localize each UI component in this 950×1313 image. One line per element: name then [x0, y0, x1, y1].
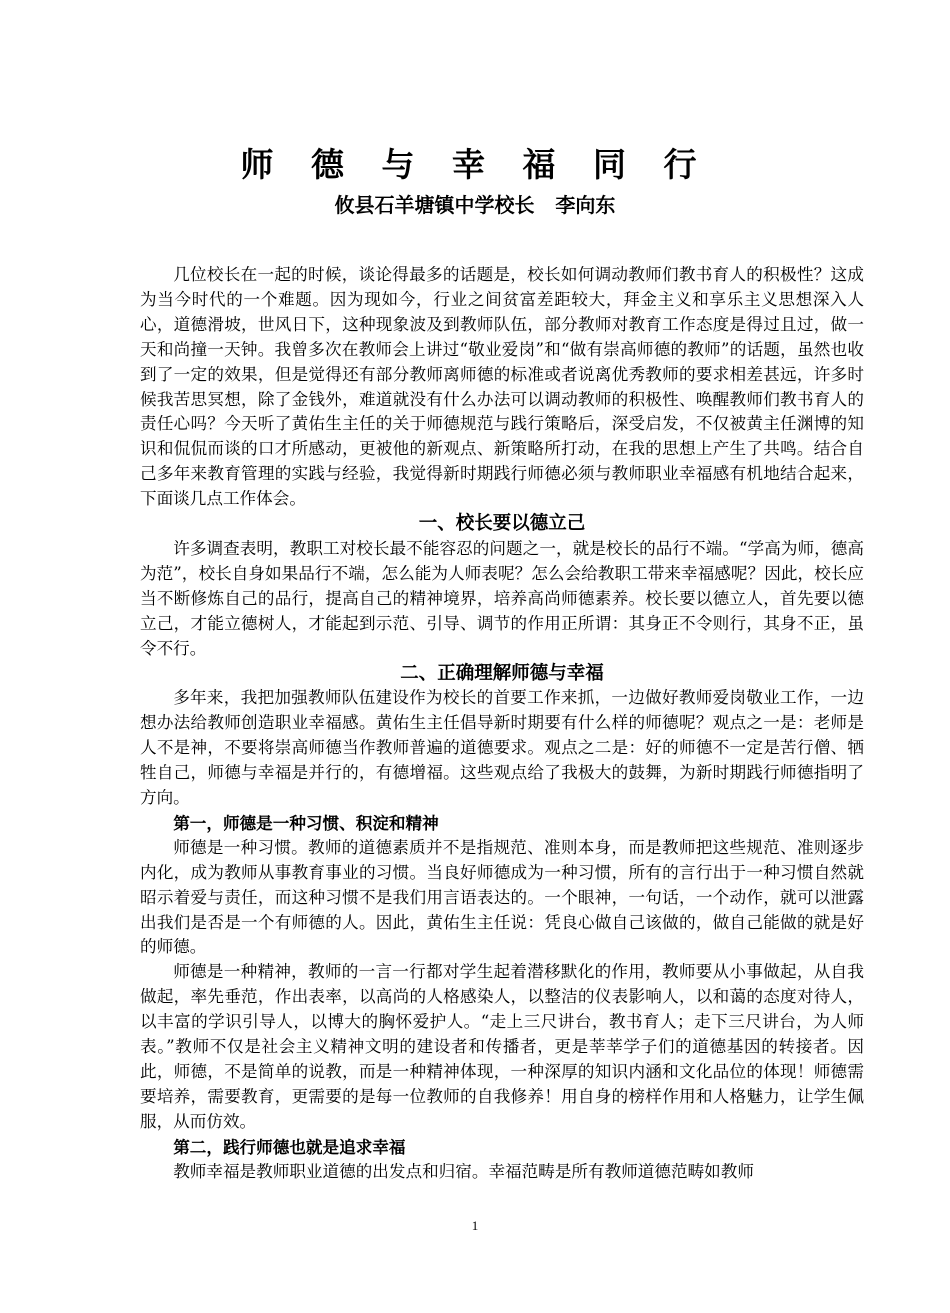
document-title: 师 德 与 幸 福 同 行: [240, 145, 710, 184]
section-1-paragraph: 许多调查表明，教职工对校长最不能容忍的问题之一，就是校长的品行不端。“学高为师，德高为范”，校长自身如果品行不端，怎么能为人师表呢？怎么会给教职工带来幸福感呢？因此，校长应当不断修炼自己的品行，提高自己的精神境界，培养高尚师德素养。校长要以德立人，首先要以德立己，才能立德树人，才能起到示范、引导、调节的作用正所谓：其身正不令则行，其身不正，虽令不行。: [140, 538, 864, 658]
subsection-heading-2: 第二，践行师德也就是追求幸福: [173, 1136, 406, 1157]
section-2-paragraph: 多年来，我把加强教师队伍建设作为校长的首要工作来抓，一边做好教师爱岗敬业工作，一边想办法给教师创造职业幸福感。黄佑生主任倡导新时期要有什么样的师德呢？观点之一是：老师是人不是神，不要将崇高师德当作教师普遍的道德要求。观点之二是：好的师德不一定是苦行僧、牺牲自己，师德与幸福是并行的，有德增福。这些观点给了我极大的鼓舞，为新时期践行师德指明了方向。: [140, 688, 864, 808]
document-body: [140, 263, 864, 1185]
intro-paragraph: 几位校长在一起的时候，谈论得最多的话题是，校长如何调动教师们教书育人的积极性？这成为当今时代的一个难题。因为现如今，行业之间贫富差距较大，拜金主义和享乐主义思想深入人心，道德滑坡，世风日下，这种现象波及到教师队伍，部分教师对教育工作态度是得过且过，做一天和尚撞一天钟。我曾多次在教师会上讲过“敬业爱岗”和“做有崇高师德的教师”的话题，虽然也收到了一定的效果，但是觉得还有部分教师离师德的标准或者说离优秀教师的要求相差甚远，许多时候我苦思冥想，除了金钱外，难道就没有什么办法可以调动教师的积极性、唤醒教师们教书育人的责任心吗？今天听了黄佑生主任的关于师德规范与践行策略后，深受启发，不仅被黄主任渊博的知识和侃侃而谈的口才所感动，更被他的新观点、新策略所打动，在我的思想上产生了共鸣。结合自己多年来教育管理的实践与经验，我觉得新时期践行师德必须与教师职业幸福感有机地结合起来，下面谈几点工作体会。: [140, 265, 864, 509]
section-heading-1: 一、校长要以德立己: [418, 513, 586, 535]
subsection-heading-1: 第一，师德是一种习惯、积淀和精神: [173, 812, 439, 833]
subsection-2-paragraph-1: 教师幸福是教师职业道德的出发点和归宿。幸福范畴是所有教师道德范畴如教师: [173, 1161, 754, 1181]
subsection-1-paragraph-1: 师德是一种习惯。教师的道德素质并不是指规范、准则本身，而是教师把这些规范、准则逐步内化，成为教师从事教育事业的习惯。当良好师德成为一种习惯，所有的言行出于一种习惯自然就昭示着爱与责任，而这种习惯不是我们用言语表达的。一个眼神，一句话，一个动作，就可以泄露出我们是否是一个有师德的人。因此，黄佑生主任说：凭良心做自己该做的，做自己能做的就是好的师德。: [140, 837, 864, 957]
section-heading-2: 二、正确理解师德与幸福: [400, 662, 604, 684]
page-number: 1: [471, 1218, 479, 1233]
document-author-line: 攸县石羊塘镇中学校长 李向东: [334, 193, 616, 217]
subsection-1-paragraph-2: 师德是一种精神，教师的一言一行都对学生起着潜移默化的作用，教师要从小事做起，从自我做起，率先垂范，作出表率，以高尚的人格感染人，以整洁的仪表影响人，以和蔼的态度对待人，以丰富的学识引导人，以博大的胸怀爱护人。“走上三尺讲台，教书育人；走下三尺讲台，为人师表。”教师不仅是社会主义精神文明的建设者和传播者，更是莘莘学子们的道德基因的转接者。因此，师德，不是简单的说教，而是一种精神体现，一种深厚的知识内涵和文化品位的体现！师德需要培养，需要教育，更需要的是每一位教师的自我修养！用自身的榜样作用和人格魅力，让学生佩服，从而仿效。: [140, 962, 864, 1131]
